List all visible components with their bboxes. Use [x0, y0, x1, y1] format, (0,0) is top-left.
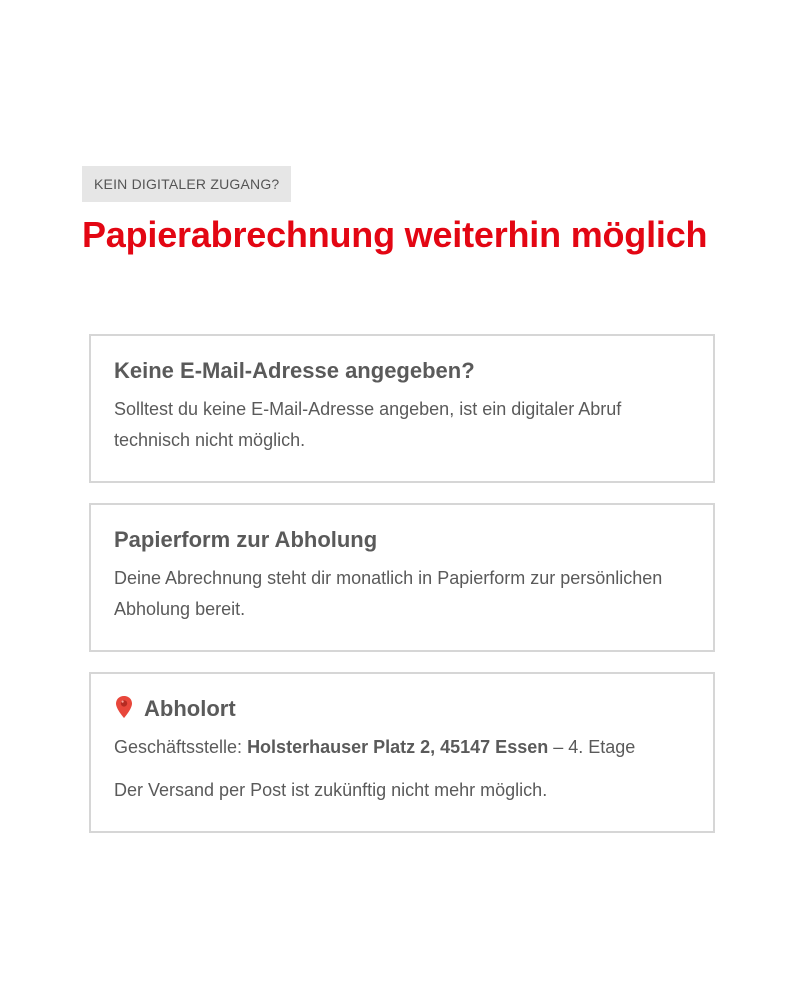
info-card-pickup-location	[89, 672, 715, 833]
address-suffix: – 4. Etage	[548, 737, 636, 757]
card-text: Solltest du keine E-Mail-Adresse angeben, ist ein digitaler Abruf technisch nicht möglich.	[114, 399, 622, 450]
card-text: Deine Abrechnung steht dir monatlich in Papierform zur persönlichen Abholung bereit.	[114, 568, 663, 619]
pickup-address-line	[114, 732, 689, 763]
address-prefix: Geschäftsstelle:	[114, 737, 248, 757]
info-card-paper-pickup	[89, 503, 715, 652]
info-card-no-email	[89, 334, 715, 483]
card-title: Papierform zur Abholung	[114, 527, 378, 552]
eyebrow-label: KEIN DIGITALER ZUGANG?	[82, 166, 291, 202]
card-title-row	[114, 694, 689, 724]
section-header	[82, 166, 718, 258]
map-pin-icon	[114, 695, 134, 719]
page-title: Papierabrechnung weiterhin möglich	[82, 214, 708, 255]
pickup-address: Holsterhauser Platz 2, 45147 Essen	[247, 737, 549, 757]
shipping-note: Der Versand per Post ist zukünftig nicht mehr möglich.	[114, 780, 548, 800]
card-title: Abholort	[144, 696, 236, 721]
card-title: Keine E-Mail-Adresse angegeben?	[114, 358, 475, 383]
